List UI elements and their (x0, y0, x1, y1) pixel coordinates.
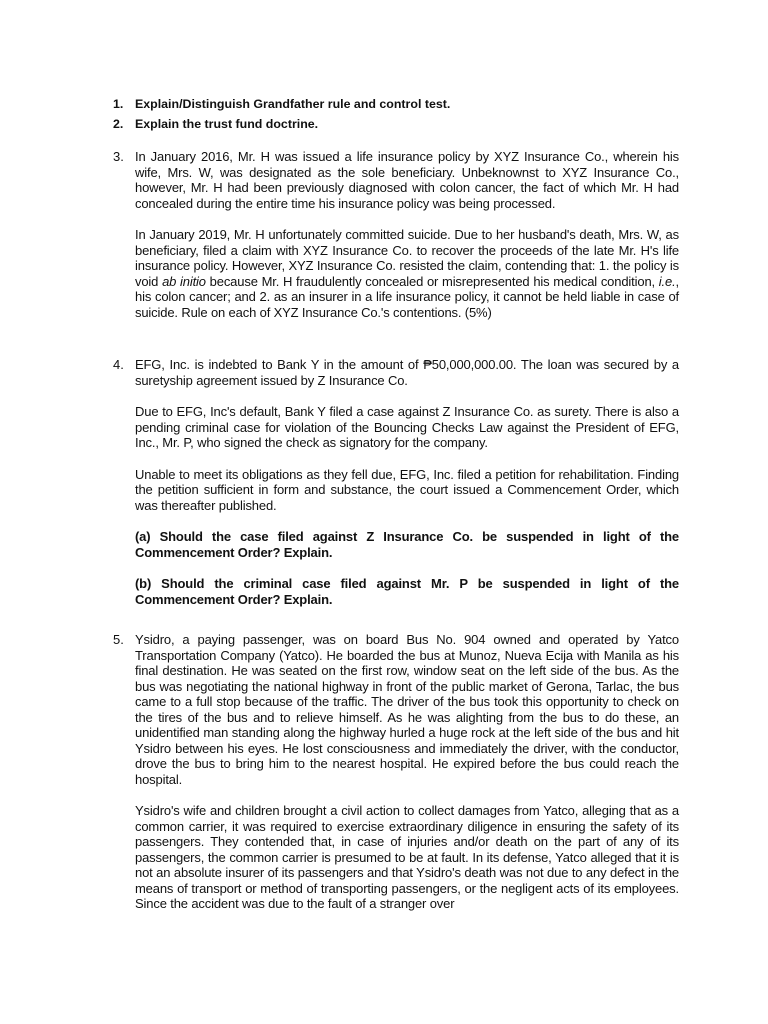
question-number: 5. (113, 632, 124, 647)
question-number: 2. (113, 117, 124, 131)
italic-text-run: ab initio (162, 273, 206, 289)
question-3-paragraph-1: In January 2016, Mr. H was issued a life insurance policy by XYZ Insurance Co., wherein his wife, Mrs. W, was designated as the sole beneficiary. Unbeknownst to XYZ Insurance Co., however, Mr. H had been previously diagnosed with colon cancer, the fact of which Mr. H had concealed during the entire time his insurance policy was being processed. (135, 149, 679, 211)
question-2 (113, 114, 673, 134)
question-number: 4. (113, 357, 124, 372)
question-4-paragraph-1: EFG, Inc. is indebted to Bank Y in the amount of ₱50,000,000.00. The loan was secured by a suretyship agreement issued by Z Insurance Co. (135, 357, 679, 388)
question-3-paragraph-2 (135, 227, 679, 320)
text-run: In January 2019, Mr. H unfortunately committed suicide. Due to her husband's death, Mrs. W, as beneficiary, filed a claim with XYZ Insurance Co. to recover the proceeds of the late Mr. H's life insurance policy. However, XYZ Insurance Co. resisted the claim, contending that: 1. the policy is void (135, 227, 679, 289)
question-4-paragraph-2: Due to EFG, Inc's default, Bank Y filed a case against Z Insurance Co. as surety. There is also a pending criminal case for violation of the Bouncing Checks Law against the President of EFG, Inc., Mr. P, who signed the check as signatory for the company. (135, 404, 679, 450)
question-4 (113, 357, 679, 607)
question-4-paragraph-3: Unable to meet its obligations as they fell due, EFG, Inc. filed a petition for rehabilitation. Finding the petition sufficient in form and substance, the court issued a Commencement Order, which was thereafter published. (135, 466, 679, 513)
text-run: because Mr. H fraudulently concealed or misrepresented his medical condition, (205, 273, 659, 289)
question-3 (113, 149, 679, 320)
question-5 (113, 632, 679, 912)
question-5-paragraph-1: Ysidro, a paying passenger, was on board Bus No. 904 owned and operated by Yatco Transportation Company (Yatco). He boarded the bus at Munoz, Nueva Ecija with Manila as his final destination. He was seated on the first row, window seat on the left side of the bus. As the bus was negotiating the national highway in front of the public market of Gerona, Tarlac, the bus came to a full stop because of the traffic. The driver of the bus took this opportunity to check on the tires of the bus and to relieve himself. As he was alighting from the bus to do these, an unidentified man standing along the highway hurled a huge rock at the left side of the bus and hit Ysidro between his eyes. He lost consciousness and immediately the driver, with the conductor, drove the bus to bring him to the nearest hospital. He expired before the bus could reach the hospital. (135, 632, 679, 787)
question-number: 1. (113, 97, 124, 111)
question-4-subquestion-a: (a) Should the case filed against Z Insurance Co. be suspended in light of the Commencement Order? Explain. (135, 529, 679, 560)
short-question-list (113, 94, 673, 134)
question-text: Explain the trust fund doctrine. (135, 117, 319, 131)
question-text: Explain/Distinguish Grandfather rule and control test. (135, 97, 451, 111)
text-run: , his colon cancer; and 2. as an insurer in a life insurance policy, it cannot be held liable in case of suicide. Rule on each of XYZ Insurance Co.'s contentions. (5%) (135, 273, 680, 320)
italic-text-run: i.e. (658, 273, 676, 289)
question-4-subquestion-b: (b) Should the criminal case filed against Mr. P be suspended in light of the Commencement Order? Explain. (135, 576, 679, 607)
question-5-paragraph-2: Ysidro's wife and children brought a civil action to collect damages from Yatco, alleging that as a common carrier, it was required to exercise extraordinary diligence in ensuring the safety of its passengers. They contended that, in case of injuries and/or death on the part of any of its passengers, the common carrier is presumed to be at fault. In its defense, Yatco alleged that it is not an absolute insurer of its passengers and that Ysidro's death was not due to any defect in the means of transport or method of transporting passengers, or the negligent acts of its employees. Since the accident was due to the fault of a stranger over (135, 803, 679, 911)
question-number: 3. (113, 149, 124, 164)
question-1 (113, 94, 673, 114)
